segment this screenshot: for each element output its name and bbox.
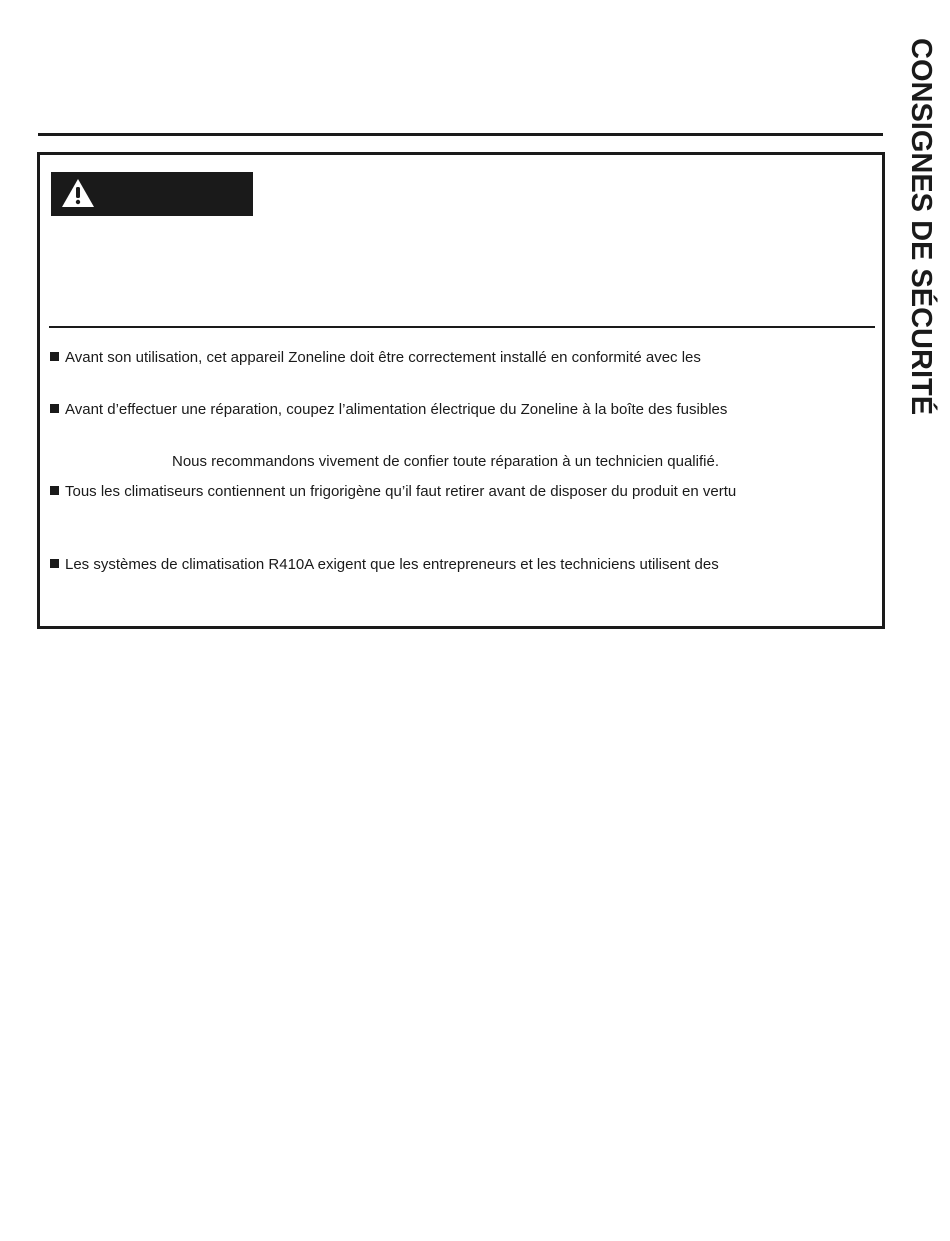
warning-triangle-icon <box>60 177 96 209</box>
warning-divider <box>49 326 875 328</box>
warning-item: Avant d’effectuer une réparation, coupez l’alimentation électrique du Zoneline à la boîte des fusibles <box>50 401 727 419</box>
bullet-icon <box>50 352 59 361</box>
recommendation-text: Nous recommandons vivement de confier toute réparation à un technicien qualifié. <box>172 453 719 470</box>
warning-item: Les systèmes de climatisation R410A exigent que les entrepreneurs et les techniciens utilisent des <box>50 556 719 574</box>
bullet-icon <box>50 486 59 495</box>
warning-item: Tous les climatiseurs contiennent un frigorigène qu’il faut retirer avant de disposer du produit en vertu <box>50 483 736 501</box>
warning-item: Avant son utilisation, cet appareil Zoneline doit être correctement installé en conformité avec les <box>50 349 701 367</box>
bullet-icon <box>50 404 59 413</box>
top-divider <box>38 133 883 136</box>
bullet-icon <box>50 559 59 568</box>
warning-header <box>51 172 253 216</box>
section-side-title: CONSIGNES DE SÉCURITÉ <box>905 38 937 416</box>
warning-box <box>37 152 885 629</box>
